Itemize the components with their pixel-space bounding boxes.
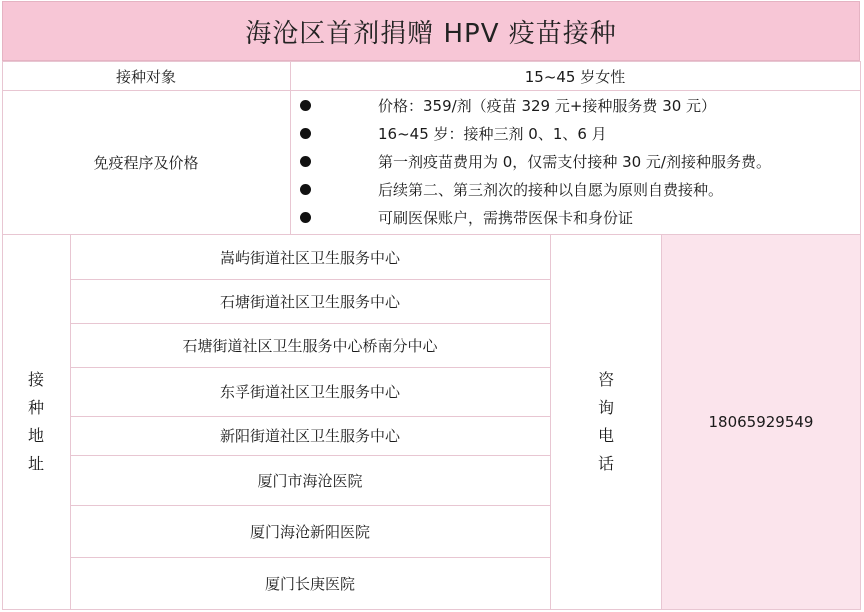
grid-line: [70, 279, 550, 280]
page-title: 海沧区首剂捐赠 HPV 疫苗接种: [2, 1, 860, 61]
site-item: 石塘街道社区卫生服务中心: [219, 292, 400, 311]
procedure-item: [300, 148, 860, 176]
consult-phone: 18065929549: [662, 235, 860, 609]
consult-label-char: 咨: [597, 370, 614, 389]
sites-label-char: 地: [27, 426, 44, 445]
site-item: 新阳街道社区卫生服务中心: [219, 427, 400, 445]
sites-label-char: 种: [27, 398, 44, 417]
grid-line: [2, 61, 3, 610]
bullet-icon: [300, 212, 311, 223]
consult-label-char: 询: [597, 398, 614, 417]
procedure-item-text: 价格：359/剂（疫苗 329 元+接种服务费 30 元）: [378, 97, 717, 115]
grid-line: [2, 234, 860, 235]
consult-label: [551, 235, 661, 609]
site-item: 厦门长庚医院: [264, 574, 355, 593]
bullet-icon: [300, 184, 311, 195]
bullet-icon: [300, 100, 311, 111]
bullet-icon: [300, 156, 311, 167]
grid-line: [2, 61, 860, 62]
target-label: 接种对象: [115, 67, 176, 86]
site-item: 东孚街道社区卫生服务中心: [219, 383, 400, 401]
grid-line: [661, 234, 662, 610]
site-item: 厦门市海沧医院: [257, 471, 363, 490]
procedure-item-text: 可刷医保账户，需携带医保卡和身份证: [378, 209, 634, 227]
site-item: 厦门海沧新阳医院: [249, 522, 370, 541]
grid-line: [860, 61, 861, 610]
procedure-item: [300, 92, 860, 120]
grid-line: [70, 416, 550, 417]
grid-line: [550, 234, 551, 610]
grid-line: [70, 557, 550, 558]
sites-label-char: 址: [27, 454, 44, 473]
procedure-item-text: 后续第二、第三剂次的接种以自愿为原则自费接种。: [378, 181, 724, 199]
procedure-item: [300, 204, 860, 232]
site-item: 嵩屿街道社区卫生服务中心: [219, 248, 400, 267]
grid-line: [70, 367, 550, 368]
grid-line: [2, 90, 860, 91]
procedure-item: [300, 120, 860, 148]
procedure-item-text: 第一剂疫苗费用为 0，仅需支付接种 30 元/剂接种服务费。: [378, 153, 771, 171]
grid-line: [70, 234, 71, 610]
target-value: 15~45 岁女性: [524, 67, 626, 86]
consult-label-char: 话: [597, 454, 614, 473]
procedure-label: 免疫程序及价格: [93, 154, 199, 172]
grid-line: [70, 505, 550, 506]
consult-label-char: 电: [597, 426, 614, 445]
site-item: 石塘街道社区卫生服务中心桥南分中心: [182, 336, 438, 355]
grid-line: [70, 323, 550, 324]
procedure-item-text: 16~45 岁：接种三剂 0、1、6 月: [378, 125, 607, 143]
procedure-item: [300, 176, 860, 204]
grid-line: [70, 455, 550, 456]
grid-line: [2, 609, 860, 610]
sites-label-char: 接: [27, 370, 44, 389]
grid-line: [290, 61, 291, 235]
sites-label: [2, 235, 70, 609]
bullet-icon: [300, 128, 311, 139]
